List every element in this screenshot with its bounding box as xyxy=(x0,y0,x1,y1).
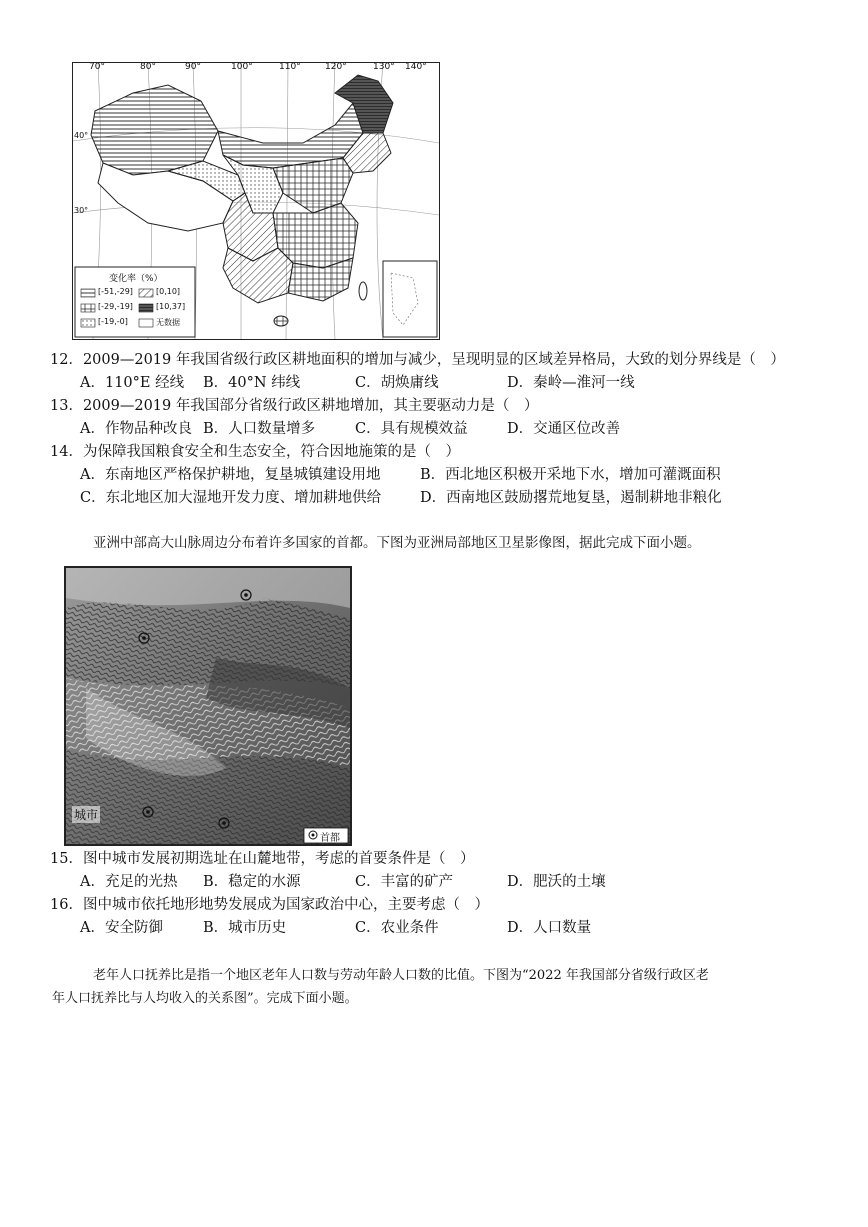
satellite-terrain-graphic xyxy=(66,568,350,844)
question-15-option-b[interactable]: B．稳定的水源 xyxy=(203,874,301,890)
question-15-option-d[interactable]: D．肥沃的土壤 xyxy=(507,874,606,890)
question-14-option-c[interactable]: C．东北地区加大湿地开发力度、增加耕地供给 xyxy=(80,490,382,506)
question-16-stem: 16．图中城市依托地形地势发展成为国家政治中心，主要考虑（ ） xyxy=(50,897,489,913)
lon-label: 110° xyxy=(279,62,301,72)
question-16-option-a[interactable]: A．安全防御 xyxy=(80,920,163,936)
legend-item: [-51,-29] xyxy=(98,287,133,296)
legend-item: [10,37] xyxy=(156,302,186,311)
satellite-image xyxy=(64,566,352,846)
lon-label: 130° xyxy=(373,62,395,72)
question-13-stem: 13．2009—2019 年我国部分省级行政区耕地增加，其主要驱动力是（ ） xyxy=(50,398,539,414)
lon-label: 70° xyxy=(89,62,105,72)
intro-asia-paragraph: 亚洲中部高大山脉周边分布着许多国家的首都。下图为亚洲局部地区卫星影像图，据此完成下面小题。 xyxy=(93,535,701,551)
question-16-option-c[interactable]: C．农业条件 xyxy=(355,920,439,936)
question-12-option-d[interactable]: D．秦岭—淮河一线 xyxy=(507,375,635,391)
question-14-option-d[interactable]: D．西南地区鼓励撂荒地复垦，遏制耕地非粮化 xyxy=(420,490,722,506)
question-16-option-d[interactable]: D．人口数量 xyxy=(507,920,592,936)
lat-label: 30° xyxy=(74,206,89,215)
question-12-option-b[interactable]: B．40°N 纬线 xyxy=(203,375,301,391)
lon-label: 140° xyxy=(405,62,427,72)
lon-label: 100° xyxy=(231,62,253,72)
question-13-option-c[interactable]: C．具有规模效益 xyxy=(355,421,468,437)
question-15-stem: 15．图中城市发展初期选址在山麓地带，考虑的首要条件是（ ） xyxy=(50,851,475,867)
question-12-option-c[interactable]: C．胡焕庸线 xyxy=(355,375,439,391)
question-13-option-b[interactable]: B．人口数量增多 xyxy=(203,421,316,437)
legend-title: 变化率（%） xyxy=(109,274,163,284)
legend-item: 无数据 xyxy=(156,318,180,327)
lon-label: 90° xyxy=(185,62,201,72)
question-14-option-b[interactable]: B．西北地区积极开采地下水，增加可灌溉面积 xyxy=(420,467,721,483)
china-map-graphic xyxy=(73,63,439,339)
lon-label: 80° xyxy=(140,62,156,72)
question-12-stem: 12．2009—2019 年我国省级行政区耕地面积的增加与减少，呈现明显的区域差异格局，大致的划分界线是（ ） xyxy=(50,352,785,368)
farmland-change-map xyxy=(72,62,440,340)
lat-label: 40° xyxy=(74,131,89,140)
question-15-option-a[interactable]: A．充足的光热 xyxy=(80,874,178,890)
city-label: 城市 xyxy=(74,808,99,822)
capital-legend-label: 首都 xyxy=(320,833,340,844)
intro-elderly-line-2: 年人口抚养比与人均收入的关系图”。完成下面小题。 xyxy=(52,991,358,1006)
question-12-option-a[interactable]: A．110°E 经线 xyxy=(80,375,185,391)
lon-label: 120° xyxy=(325,62,347,72)
question-16-option-b[interactable]: B．城市历史 xyxy=(203,920,287,936)
question-14-stem: 14．为保障我国粮食安全和生态安全，符合因地施策的是（ ） xyxy=(50,444,460,460)
question-13-option-d[interactable]: D．交通区位改善 xyxy=(507,421,621,437)
question-14-option-a[interactable]: A．东南地区严格保护耕地，复垦城镇建设用地 xyxy=(80,467,381,483)
intro-elderly-line-1: 老年人口抚养比是指一个地区老年人口数与劳动年龄人口数的比值。下图为“2022 年我国部分省级行政区老 xyxy=(93,968,709,983)
question-15-option-c[interactable]: C．丰富的矿产 xyxy=(355,874,454,890)
question-13-option-a[interactable]: A．作物品种改良 xyxy=(80,421,192,437)
legend-item: [-19,-0] xyxy=(98,317,128,326)
legend-item: [0,10] xyxy=(156,287,181,296)
legend-item: [-29,-19] xyxy=(98,302,133,311)
